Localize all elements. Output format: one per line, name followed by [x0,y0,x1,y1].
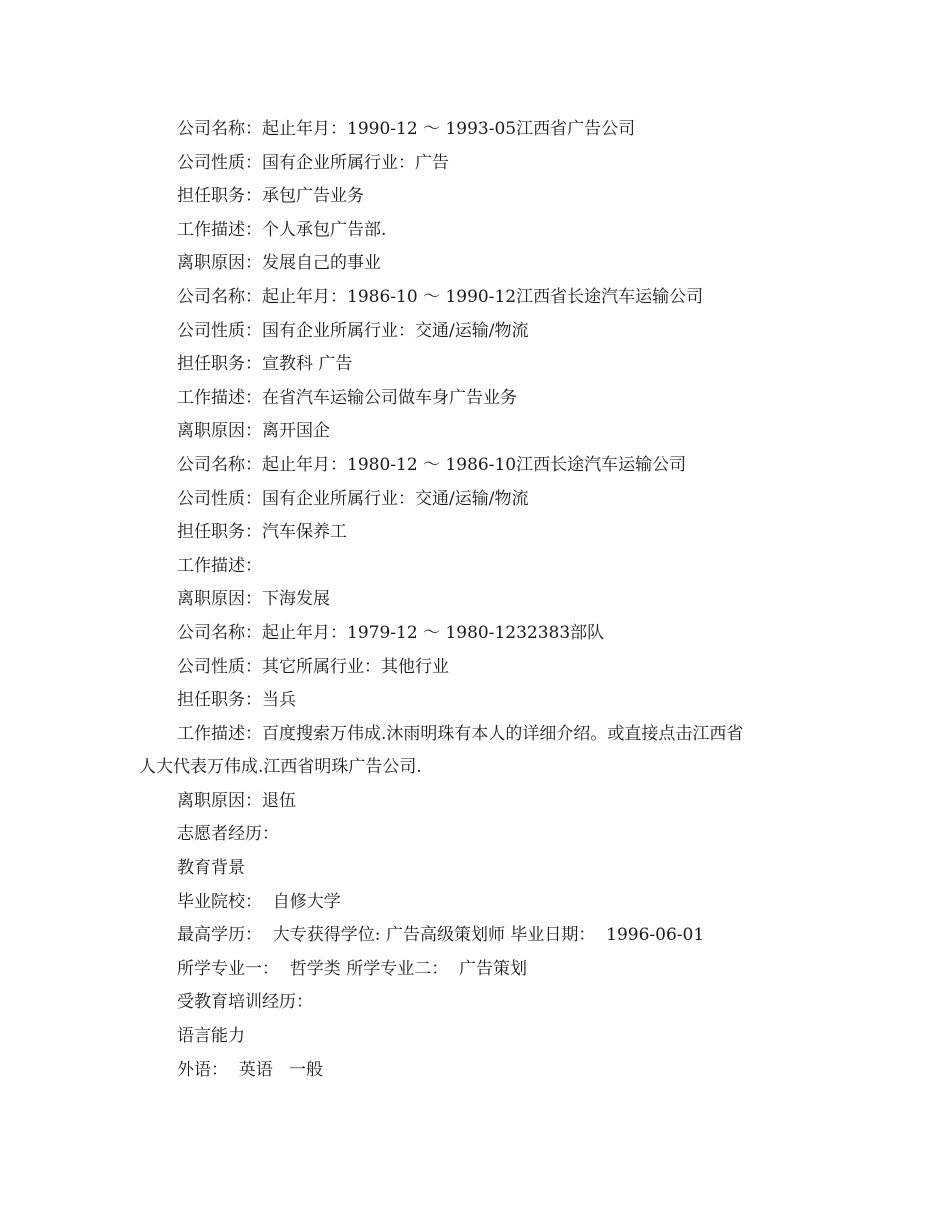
volunteer-experience-heading: 志愿者经历： [177,824,279,845]
major-line: 所学专业一： 哲学类 所学专业二： 广告策划 [177,958,528,979]
job-description-line-4-first: 工作描述：百度搜索万伟成.沐雨明珠有本人的详细介绍。或直接点击江西省 [177,723,744,744]
position-line-2: 担任职务：宣教科 广告 [177,354,353,375]
job-description-line-3: 工作描述： [177,555,262,576]
language-ability-heading: 语言能力 [177,1026,245,1047]
position-line-3: 担任职务：汽车保养工 [177,522,347,543]
company-nature-line-3: 公司性质：国有企业所属行业：交通/运输/物流 [177,488,529,509]
job-description-line-1: 工作描述：个人承包广告部. [177,219,387,240]
education-background-heading: 教育背景 [177,858,245,879]
job-description-line-4-continuation: 人大代表万伟成.江西省明珠广告公司. [139,757,422,778]
company-name-line-4: 公司名称：起止年月：1979-12 ～ 1980-1232383部队 [177,622,605,643]
company-nature-line-1: 公司性质：国有企业所属行业：广告 [177,152,449,173]
document-page [0,113,950,1087]
company-nature-line-2: 公司性质：国有企业所属行业：交通/运输/物流 [177,320,529,341]
graduated-school-line: 毕业院校： 自修大学 [177,891,341,912]
leave-reason-line-4: 离职原因：退伍 [177,790,296,811]
company-nature-line-4: 公司性质：其它所属行业：其他行业 [177,656,449,677]
position-line-1: 担任职务：承包广告业务 [177,186,364,207]
leave-reason-line-3: 离职原因：下海发展 [177,589,330,610]
training-experience-heading: 受教育培训经历： [177,992,313,1013]
highest-degree-line: 最高学历： 大专获得学位: 广告高级策划师 毕业日期： 1996-06-01 [177,925,705,946]
leave-reason-line-2: 离职原因：离开国企 [177,421,330,442]
foreign-language-line: 外语： 英语 一般 [177,1059,324,1080]
position-line-4: 担任职务：当兵 [177,690,296,711]
company-name-line-2: 公司名称：起止年月：1986-10 ～ 1990-12江西省长途汽车运输公司 [177,286,704,307]
company-name-line-3: 公司名称：起止年月：1980-12 ～ 1986-10江西长途汽车运输公司 [177,454,687,475]
leave-reason-line-1: 离职原因：发展自己的事业 [177,253,381,274]
company-name-line-1: 公司名称：起止年月：1990-12 ～ 1993-05江西省广告公司 [177,119,636,139]
job-description-line-4 [0,718,950,785]
job-description-line-2: 工作描述：在省汽车运输公司做车身广告业务 [177,387,517,408]
